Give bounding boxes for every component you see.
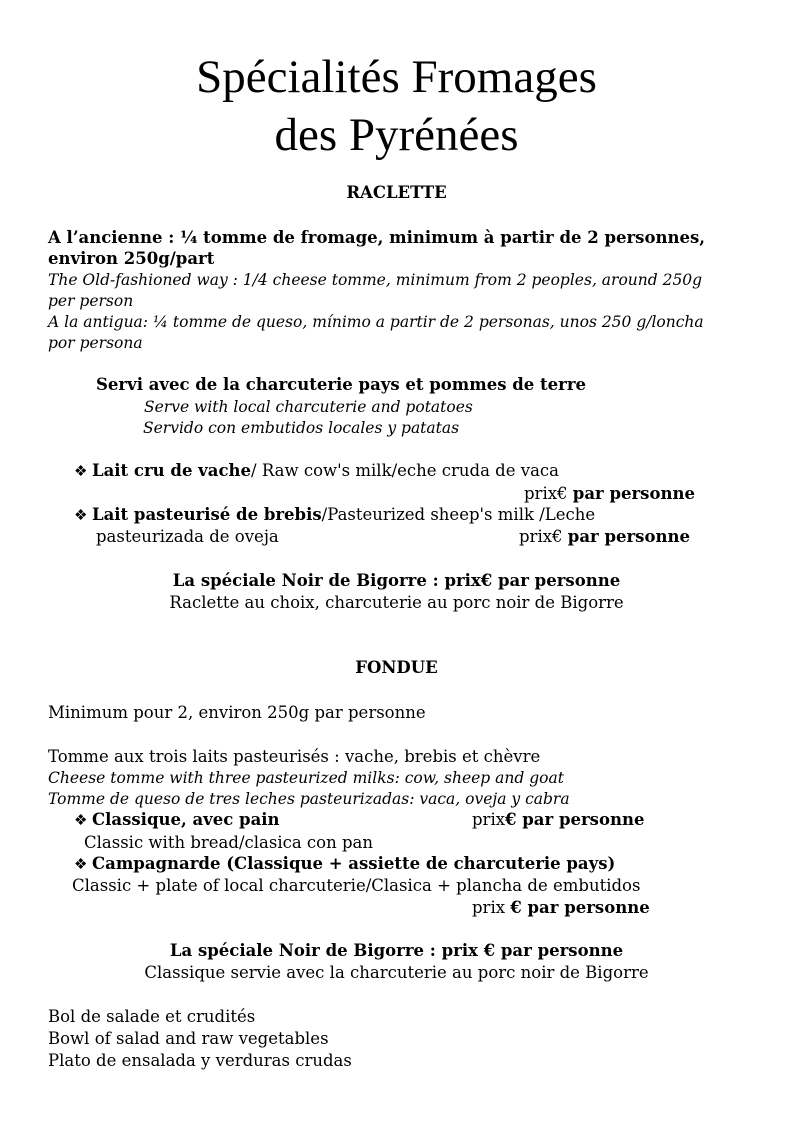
raclette-served-fr: Servi avec de la charcuterie pays et pommes de terre: [96, 375, 587, 394]
fondue-tomme-fr: Tomme aux trois laits pasteurisés : vache, brebis et chèvre: [48, 747, 541, 766]
raclette-ancienne-line-2: environ 250g/part: [48, 249, 215, 268]
fondue-tomme-en: Cheese tomme with three pasteurized milks: cow, sheep and goat: [48, 769, 564, 787]
salad-es: Plato de ensalada y verduras crudas: [48, 1051, 352, 1070]
item-name: Lait cru de vache: [92, 461, 252, 480]
raclette-item-2: [74, 505, 595, 525]
price-unit: par personne: [572, 484, 695, 503]
fondue-item-2: [74, 854, 615, 874]
item-translation: / Raw cow's milk/eche cruda de vaca: [251, 461, 559, 480]
price-value: prix€: [519, 527, 563, 546]
raclette-served-en: Serve with local charcuterie and potatoes: [144, 398, 473, 416]
bullet-diamond-icon: ❖: [74, 506, 88, 524]
item-name: Lait pasteurisé de brebis: [92, 505, 322, 524]
fondue-item-2-price: [472, 898, 650, 918]
raclette-ancienne-line-1: A l’ancienne : ¼ tomme de fromage, minimum à partir de 2 personnes,: [48, 228, 706, 247]
fondue-heading: FONDUE: [355, 658, 438, 677]
salad-fr: Bol de salade et crudités: [48, 1007, 256, 1026]
price-unit: € par personne: [505, 810, 645, 829]
raclette-spanish-line-1: A la antigua: ¼ tomme de queso, mínimo a partir de 2 personas, unos 250 g/loncha: [48, 313, 704, 331]
raclette-item-2-line-2: pasteurizada de oveja: [96, 527, 279, 546]
item-name: Classique, avec pain: [92, 810, 280, 829]
fondue-item-2-desc: Classic + plate of local charcuterie/Clasica + plancha de embutidos: [72, 876, 641, 895]
raclette-english-line-1: The Old-fashioned way : 1/4 cheese tomme, minimum from 2 peoples, around 250g: [48, 271, 703, 289]
raclette-served-es: Servido con embutidos locales y patatas: [143, 419, 460, 437]
fondue-special-desc: Classique servie avec la charcuterie au porc noir de Bigorre: [144, 963, 649, 982]
page-title-line-1: Spécialités Fromages: [196, 51, 597, 103]
price-value: prix: [472, 810, 506, 829]
raclette-heading: RACLETTE: [346, 183, 447, 202]
raclette-spanish-line-2: por persona: [48, 334, 143, 352]
price-value: prix: [472, 898, 506, 917]
price-unit: par personne: [567, 527, 690, 546]
price-unit: € par personne: [510, 898, 650, 917]
raclette-special-desc: Raclette au choix, charcuterie au porc noir de Bigorre: [169, 593, 624, 612]
raclette-item-1: [74, 461, 559, 481]
fondue-tomme-es: Tomme de queso de tres leches pasteurizadas: vaca, oveja y cabra: [48, 790, 570, 808]
raclette-special-title: La spéciale Noir de Bigorre : prix€ par personne: [172, 571, 621, 590]
fondue-special-title: La spéciale Noir de Bigorre : prix € par personne: [169, 941, 624, 960]
item-translation: /Pasteurized sheep's milk /Leche: [321, 505, 596, 524]
bullet-diamond-icon: ❖: [74, 811, 88, 829]
item-name: Campagnarde (Classique + assiette de charcuterie pays): [92, 854, 616, 873]
raclette-english-line-2: per person: [48, 292, 134, 310]
fondue-item-1-price: [472, 810, 644, 830]
fondue-item-1-desc: Classic with bread/clasica con pan: [84, 833, 374, 852]
bullet-diamond-icon: ❖: [74, 855, 88, 873]
page-title-line-2: des Pyrénées: [274, 109, 519, 161]
fondue-item-1: [74, 810, 280, 830]
price-value: prix€: [524, 484, 568, 503]
raclette-item-2-price: [519, 527, 690, 547]
salad-en: Bowl of salad and raw vegetables: [48, 1029, 329, 1048]
bullet-diamond-icon: ❖: [74, 462, 88, 480]
raclette-item-1-price: [524, 484, 695, 504]
fondue-minimum: Minimum pour 2, environ 250g par personne: [48, 703, 426, 722]
